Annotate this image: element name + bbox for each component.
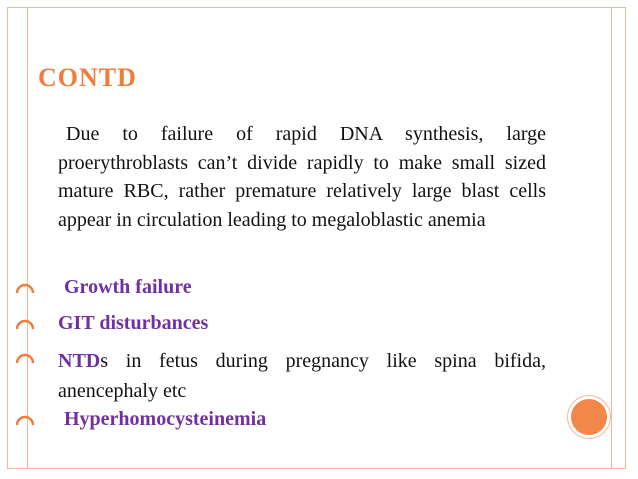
open-circle-bullet-icon [14,408,58,427]
bullet-text [58,312,208,335]
bullet-highlight: NTD [58,350,101,372]
bullet-highlight: Growth failure [64,276,192,298]
bullet-text [58,346,546,406]
bullet-item [14,312,208,335]
bullet-body: s in fetus during pregnancy like spina bifida, anencephaly etc [58,350,546,402]
body-paragraph: Due to failure of rapid DNA synthesis, large proerythroblasts can’t divide rapidly to make small sized mature RBC, rather premature relatively large blast cells appear in circulation leading to megaloblastic anemia [58,123,546,231]
decorative-circle [568,396,610,438]
bullet-item [14,346,546,406]
open-circle-bullet-icon [14,312,58,331]
bullet-highlight: GIT disturbances [58,312,209,334]
bullet-item [14,408,266,431]
bullet-item [14,276,192,299]
bullet-text [58,408,266,431]
slide-title: CONTD [38,63,137,92]
bullet-highlight: Hyperhomocysteinemia [64,408,267,430]
bullet-text [58,276,192,299]
open-circle-bullet-icon [14,276,58,295]
open-circle-bullet-icon [14,346,58,365]
right-border-line [611,7,612,469]
